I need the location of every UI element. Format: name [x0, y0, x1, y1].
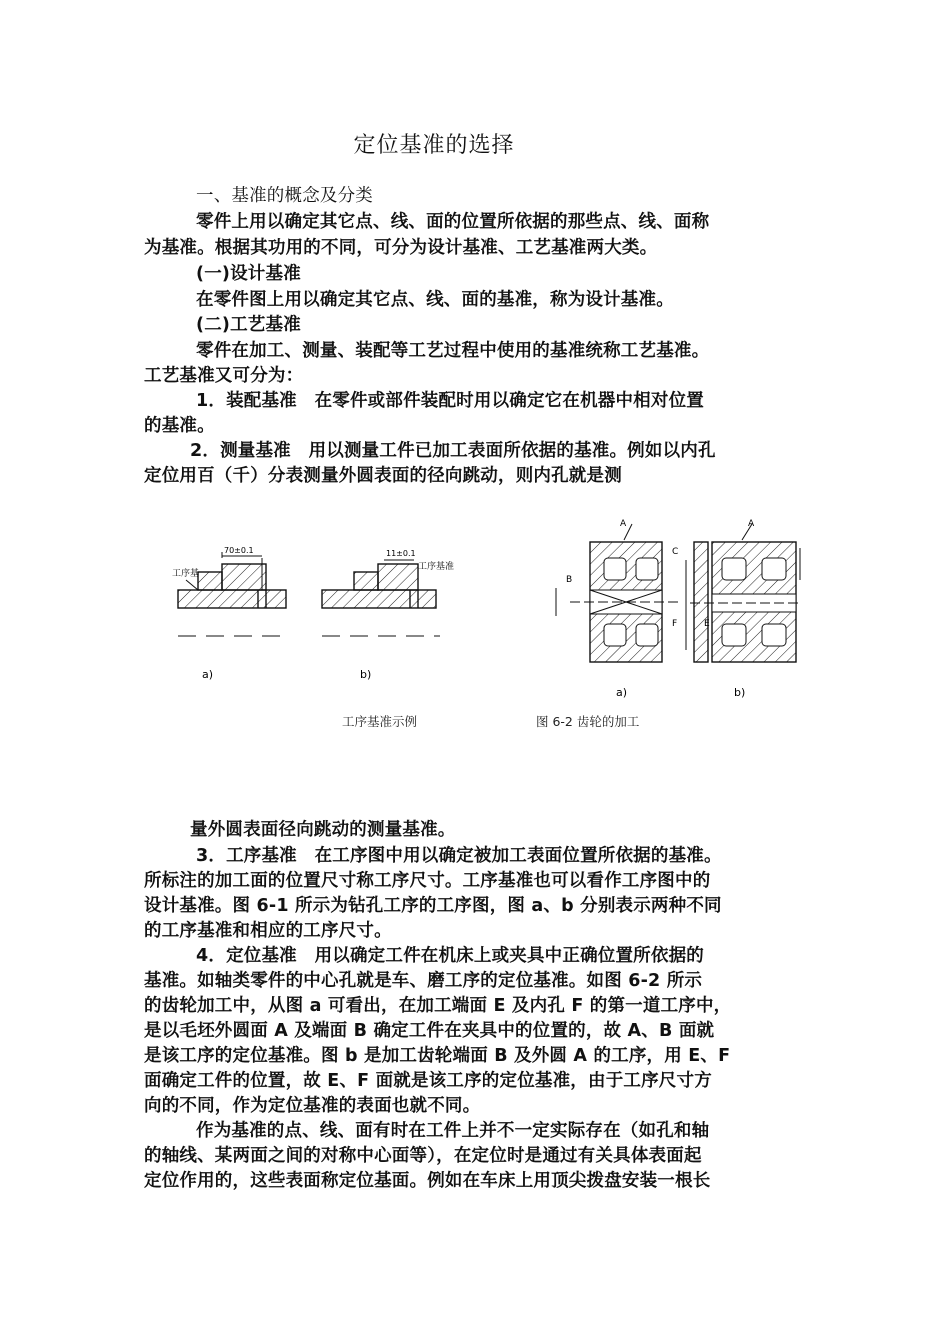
paragraph-line: 的轴线、某两面之间的对称中心面等），在定位时是通过有关具体表面起 — [144, 1146, 702, 1166]
fig2-letter-C: C — [672, 547, 679, 557]
figure-6-1b — [322, 549, 454, 681]
fig2-letter-B: B — [566, 575, 573, 585]
subsection-heading: (一)设计基准 — [196, 264, 301, 284]
paragraph-line: 1．装配基准 在零件或部件装配时用以确定它在机器中相对位置 — [196, 391, 704, 411]
paragraph-line: 2．测量基准 用以测量工件已加工表面所依据的基准。例如以内孔 — [190, 441, 716, 461]
paragraph-line: 基准。如轴类零件的中心孔就是车、磨工序的定位基准。如图 6-2 所示 — [144, 971, 703, 991]
paragraph-line: 的齿轮加工中，从图 a 可看出，在加工端面 E 及内孔 F 的第一道工序中， — [144, 996, 732, 1016]
paragraph-line: 所标注的加工面的位置尺寸称工序尺寸。工序基准也可以看作工序图中的 — [144, 871, 711, 891]
section-heading: 一、基准的概念及分类 — [196, 186, 373, 206]
fig2-letter-E: E — [704, 619, 710, 629]
fig1-label-a: 工序基 — [172, 569, 200, 579]
paragraph-line: 量外圆表面径向跳动的测量基准。 — [190, 820, 456, 840]
paragraph-line: 在零件图上用以确定其它点、线、面的基准，称为设计基准。 — [196, 290, 674, 310]
paragraph-line: 的工序基准和相应的工序尺寸。 — [144, 921, 392, 941]
paragraph-line: 设计基准。图 6-1 所示为钻孔工序的工序图，图 a、b 分别表示两种不同 — [144, 896, 722, 916]
paragraph-line: 是以毛坯外圆面 A 及端面 B 确定工件在夹具中的位置的，故 A、B 面就 — [144, 1021, 715, 1041]
svg-text:11±0.1: 11±0.1 — [386, 549, 416, 558]
paragraph-line: 为基准。根据其功用的不同，可分为设计基准、工艺基准两大类。 — [144, 238, 658, 258]
paragraph-line: 是该工序的定位基准。图 b 是加工齿轮端面 B 及外圆 A 的工序，用 E、F — [144, 1046, 731, 1066]
fig1-a-label: a) — [202, 668, 214, 681]
fig1-label-b: 工序基准 — [418, 562, 455, 572]
figure-6-2-caption: 图 6-2 齿轮的加工 — [536, 714, 640, 729]
figure-6-2a — [556, 519, 680, 699]
fig2-letter-A-b: A — [748, 519, 755, 529]
paragraph-line: 定位用百（千）分表测量外圆表面的径向跳动，则内孔就是测 — [144, 466, 622, 486]
figure-6-1-caption: 工序基准示例 — [342, 714, 418, 729]
fig2-a-label: a) — [616, 686, 628, 699]
paragraph-line: 3．工序基准 在工序图中用以确定被加工表面位置所依据的基准。 — [196, 846, 722, 866]
paragraph-line: 作为基准的点、线、面有时在工件上并不一定实际存在（如孔和轴 — [196, 1121, 710, 1141]
paragraph-line: 工艺基准又可分为： — [144, 366, 304, 386]
fig2-letter-F: F — [672, 619, 678, 629]
figure-6-2b — [686, 519, 800, 699]
svg-text:70±0.1: 70±0.1 — [224, 546, 254, 555]
fig1-b-label: b) — [360, 668, 372, 681]
paragraph-line: 定位作用的，这些表面称定位基面。例如在车床上用顶尖拨盘安装一根长 — [144, 1171, 711, 1191]
subsection-heading: (二)工艺基准 — [196, 315, 301, 335]
paragraph-line: 零件上用以确定其它点、线、面的位置所依据的那些点、线、面称 — [196, 212, 710, 232]
fig2-letter-A: A — [620, 519, 627, 529]
figure-6-1a — [172, 546, 288, 681]
paragraph-line: 向的不同，作为定位基准的表面也就不同。 — [144, 1096, 481, 1116]
fig2-b-label: b) — [734, 686, 746, 699]
paragraph-line: 面确定工件的位置，故 E、F 面就是该工序的定位基准，由于工序尺寸方 — [144, 1071, 712, 1091]
paragraph-line: 的基准。 — [144, 416, 215, 436]
paragraph-line: 4．定位基准 用以确定工件在机床上或夹具中正确位置所依据的 — [196, 946, 704, 966]
paragraph-line: 零件在加工、测量、装配等工艺过程中使用的基准统称工艺基准。 — [196, 341, 710, 361]
page-title: 定位基准的选择 — [353, 133, 515, 158]
